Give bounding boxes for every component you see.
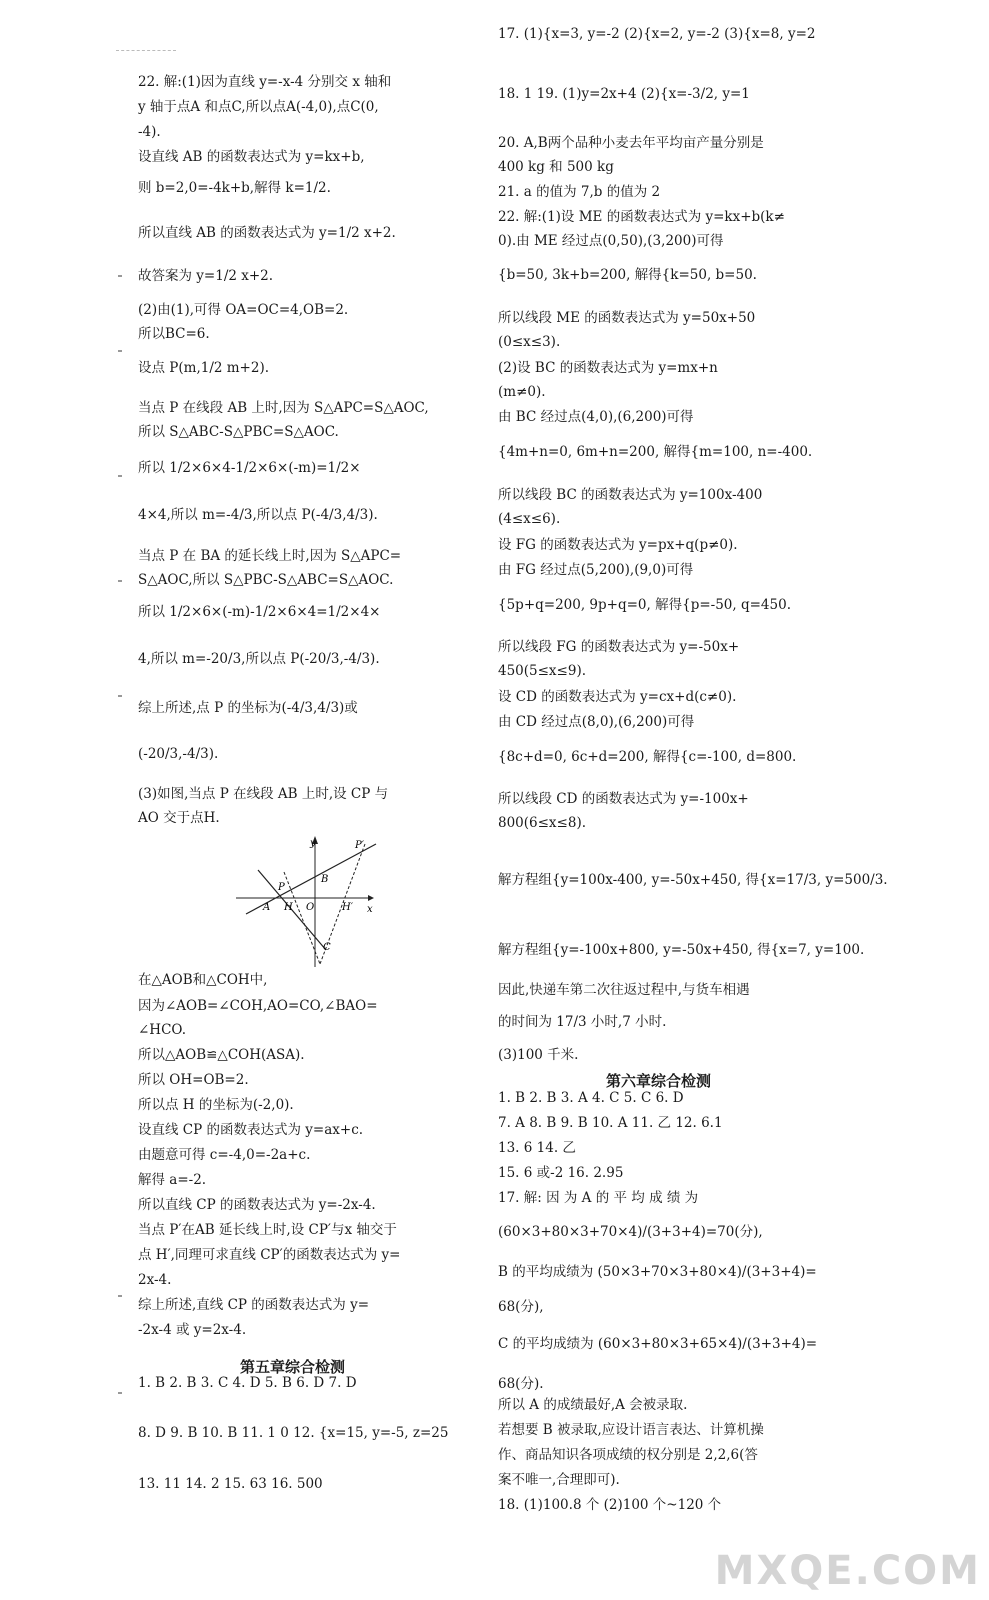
text-line: 8. D 9. B 10. B 11. 1 0 12. {x=15, y=-5, z=25 bbox=[138, 1425, 449, 1441]
text-line: 18. (1)100.8 个 (2)100 个~120 个 bbox=[498, 1497, 722, 1513]
label-c: C bbox=[323, 942, 331, 953]
text-line: 解方程组{y=-100x+800, y=-50x+450, 得{x=7, y=100. bbox=[498, 942, 865, 958]
text-line: 68(分). bbox=[498, 1376, 544, 1392]
text-line: 点 H′,同理可求直线 CP′的函数表达式为 y= bbox=[138, 1247, 401, 1263]
text-line: 因此,快递车第二次往返过程中,与货车相遇 bbox=[498, 982, 750, 998]
text-line: 所以 A 的成绩最好,A 会被录取. bbox=[498, 1397, 688, 1413]
text-line: (60×3+80×3+70×4)/(3+3+4)=70(分), bbox=[498, 1224, 763, 1240]
x-axis-arrow bbox=[368, 895, 374, 901]
text-line: 400 kg 和 500 kg bbox=[498, 159, 614, 175]
text-line: {8c+d=0, 6c+d=200, 解得{c=-100, d=800. bbox=[498, 749, 797, 765]
label-a: A bbox=[263, 902, 271, 913]
text-line: y 轴于点A 和点C,所以点A(-4,0),点C(0, bbox=[138, 99, 379, 115]
text-line: AO 交于点H. bbox=[138, 810, 220, 826]
text-line: 所以 OH=OB=2. bbox=[138, 1072, 249, 1088]
text-line: 7. A 8. B 9. B 10. A 11. 乙 12. 6.1 bbox=[498, 1115, 723, 1131]
text-line: -4). bbox=[138, 124, 161, 140]
label-p: P bbox=[278, 882, 285, 893]
label-h-prime: H′ bbox=[342, 902, 353, 913]
text-line: 因为∠AOB=∠COH,AO=CO,∠BAO= bbox=[138, 998, 378, 1014]
text-line: 解方程组{y=100x-400, y=-50x+450, 得{x=17/3, y=500/3. bbox=[498, 872, 888, 888]
text-line: 综上所述,点 P 的坐标为(-4/3,4/3)或 bbox=[138, 700, 358, 716]
text-line: 所以线段 BC 的函数表达式为 y=100x-400 bbox=[498, 487, 763, 503]
top-rule bbox=[116, 50, 176, 52]
text-line: 若想要 B 被录取,应设计语言表达、计算机操 bbox=[498, 1422, 764, 1438]
text-line: 由 BC 经过点(4,0),(6,200)可得 bbox=[498, 409, 694, 425]
text-line: 当点 P′在AB 延长线上时,设 CP′与x 轴交于 bbox=[138, 1222, 397, 1238]
text-line: 22. 解:(1)因为直线 y=-x-4 分别交 x 轴和 bbox=[138, 74, 392, 90]
text-line: -2x-4 或 y=2x-4. bbox=[138, 1322, 247, 1338]
text-line: {5p+q=200, 9p+q=0, 解得{p=-50, q=450. bbox=[498, 597, 791, 613]
label-b: B bbox=[321, 874, 329, 885]
text-line: C 的平均成绩为 (60×3+80×3+65×4)/(3+3+4)= bbox=[498, 1336, 818, 1352]
text-line: 的时间为 17/3 小时,7 小时. bbox=[498, 1014, 667, 1030]
chapter5-heading: 第五章综合检测 bbox=[240, 1358, 346, 1376]
text-line: 800(6≤x≤8). bbox=[498, 815, 587, 831]
text-line: 所以线段 ME 的函数表达式为 y=50x+50 bbox=[498, 310, 756, 326]
text-line: (2)设 BC 的函数表达式为 y=mx+n bbox=[498, 360, 718, 376]
text-line: 当点 P 在 BA 的延长线上时,因为 S△APC= bbox=[138, 548, 402, 564]
text-line: 450(5≤x≤9). bbox=[498, 663, 587, 679]
text-line: 由 FG 经过点(5,200),(9,0)可得 bbox=[498, 562, 694, 578]
text-line: 所以线段 CD 的函数表达式为 y=-100x+ bbox=[498, 791, 749, 807]
text-line: (0≤x≤3). bbox=[498, 334, 561, 350]
text-line: 所以BC=6. bbox=[138, 326, 210, 342]
text-line: 设直线 CP 的函数表达式为 y=ax+c. bbox=[138, 1122, 364, 1138]
margin-mark bbox=[118, 1392, 122, 1394]
text-line: 4,所以 m=-20/3,所以点 P(-20/3,-4/3). bbox=[138, 651, 380, 667]
text-line: 所以线段 FG 的函数表达式为 y=-50x+ bbox=[498, 639, 740, 655]
text-line: {4m+n=0, 6m+n=200, 解得{m=100, n=-400. bbox=[498, 444, 813, 460]
text-line: 由 CD 经过点(8,0),(6,200)可得 bbox=[498, 714, 695, 730]
text-line: 所以直线 AB 的函数表达式为 y=1/2 x+2. bbox=[138, 225, 396, 241]
text-line: 20. A,B两个品种小麦去年平均亩产量分别是 bbox=[498, 135, 764, 151]
text-line: 所以 1/2×6×4-1/2×6×(-m)=1/2× bbox=[138, 460, 361, 476]
text-line: 18. 1 19. (1)y=2x+4 (2){x=-3/2, y=1 bbox=[498, 86, 750, 102]
text-line: 0).由 ME 经过点(0,50),(3,200)可得 bbox=[498, 233, 724, 249]
text-line: 21. a 的值为 7,b 的值为 2 bbox=[498, 184, 661, 200]
text-line: 所以 S△ABC-S△PBC=S△AOC. bbox=[138, 424, 339, 440]
text-line: 所以点 H 的坐标为(-2,0). bbox=[138, 1097, 294, 1113]
margin-mark bbox=[118, 275, 122, 277]
text-line: 22. 解:(1)设 ME 的函数表达式为 y=kx+b(k≠ bbox=[498, 209, 785, 225]
chapter6-heading: 第六章综合检测 bbox=[606, 1072, 712, 1090]
text-line: 设 CD 的函数表达式为 y=cx+d(c≠0). bbox=[498, 689, 737, 705]
text-line: (-20/3,-4/3). bbox=[138, 746, 219, 762]
text-line: 则 b=2,0=-4k+b,解得 k=1/2. bbox=[138, 180, 331, 196]
text-line: 1. B 2. B 3. A 4. C 5. C 6. D bbox=[498, 1090, 684, 1106]
text-line: S△AOC,所以 S△PBC-S△ABC=S△AOC. bbox=[138, 572, 394, 588]
geometry-figure bbox=[228, 832, 378, 972]
text-line: 综上所述,直线 CP 的函数表达式为 y= bbox=[138, 1297, 370, 1313]
text-line: 所以 1/2×6×(-m)-1/2×6×4=1/2×4× bbox=[138, 604, 381, 620]
text-line: 设点 P(m,1/2 m+2). bbox=[138, 360, 270, 376]
text-line: 故答案为 y=1/2 x+2. bbox=[138, 268, 274, 284]
text-line: (4≤x≤6). bbox=[498, 511, 561, 527]
text-line: 由题意可得 c=-4,0=-2a+c. bbox=[138, 1147, 311, 1163]
text-line: (3)如图,当点 P 在线段 AB 上时,设 CP 与 bbox=[138, 786, 389, 802]
text-line: 13. 11 14. 2 15. 63 16. 500 bbox=[138, 1476, 323, 1492]
text-line: 13. 6 14. 乙 bbox=[498, 1140, 576, 1156]
label-y: y bbox=[310, 838, 316, 849]
text-line: 2x-4. bbox=[138, 1272, 172, 1288]
text-line: B 的平均成绩为 (50×3+70×3+80×4)/(3+3+4)= bbox=[498, 1264, 817, 1280]
text-line: 17. (1){x=3, y=-2 (2){x=2, y=-2 (3){x=8, y=2 bbox=[498, 26, 816, 42]
text-line: (m≠0). bbox=[498, 384, 546, 400]
text-line: ∠HCO. bbox=[138, 1022, 186, 1038]
text-line: 所以直线 CP 的函数表达式为 y=-2x-4. bbox=[138, 1197, 376, 1213]
text-line: 所以△AOB≌△COH(ASA). bbox=[138, 1047, 305, 1063]
text-line: (3)100 千米. bbox=[498, 1047, 579, 1063]
label-h: H bbox=[284, 902, 293, 913]
margin-mark bbox=[118, 475, 122, 477]
text-line: {b=50, 3k+b=200, 解得{k=50, b=50. bbox=[498, 267, 757, 283]
text-line: 68(分), bbox=[498, 1299, 544, 1315]
text-line: 作、商品知识各项成绩的权分别是 2,2,6(答 bbox=[498, 1447, 758, 1463]
margin-mark bbox=[118, 695, 122, 697]
margin-mark bbox=[118, 350, 122, 352]
text-line: 1. B 2. B 3. C 4. D 5. B 6. D 7. D bbox=[138, 1375, 357, 1391]
text-line: 4×4,所以 m=-4/3,所以点 P(-4/3,4/3). bbox=[138, 507, 378, 523]
text-line: 15. 6 或-2 16. 2.95 bbox=[498, 1165, 624, 1181]
text-line: 解得 a=-2. bbox=[138, 1172, 207, 1188]
label-x: x bbox=[367, 904, 373, 915]
watermark: MXQE.COM bbox=[714, 1548, 981, 1594]
text-line: 当点 P 在线段 AB 上时,因为 S△APC=S△AOC, bbox=[138, 400, 429, 416]
text-line: 案不唯一,合理即可). bbox=[498, 1472, 620, 1488]
text-line: 设 FG 的函数表达式为 y=px+q(p≠0). bbox=[498, 537, 738, 553]
text-line: 17. 解: 因 为 A 的 平 均 成 绩 为 bbox=[498, 1190, 699, 1206]
label-o: O bbox=[306, 902, 315, 913]
text-line: (2)由(1),可得 OA=OC=4,OB=2. bbox=[138, 302, 349, 318]
text-line: 设直线 AB 的函数表达式为 y=kx+b, bbox=[138, 149, 365, 165]
margin-mark bbox=[118, 1295, 122, 1297]
margin-mark bbox=[118, 580, 122, 582]
text-line: 在△AOB和△COH中, bbox=[138, 972, 268, 988]
label-p-prime: P′ bbox=[355, 840, 364, 851]
